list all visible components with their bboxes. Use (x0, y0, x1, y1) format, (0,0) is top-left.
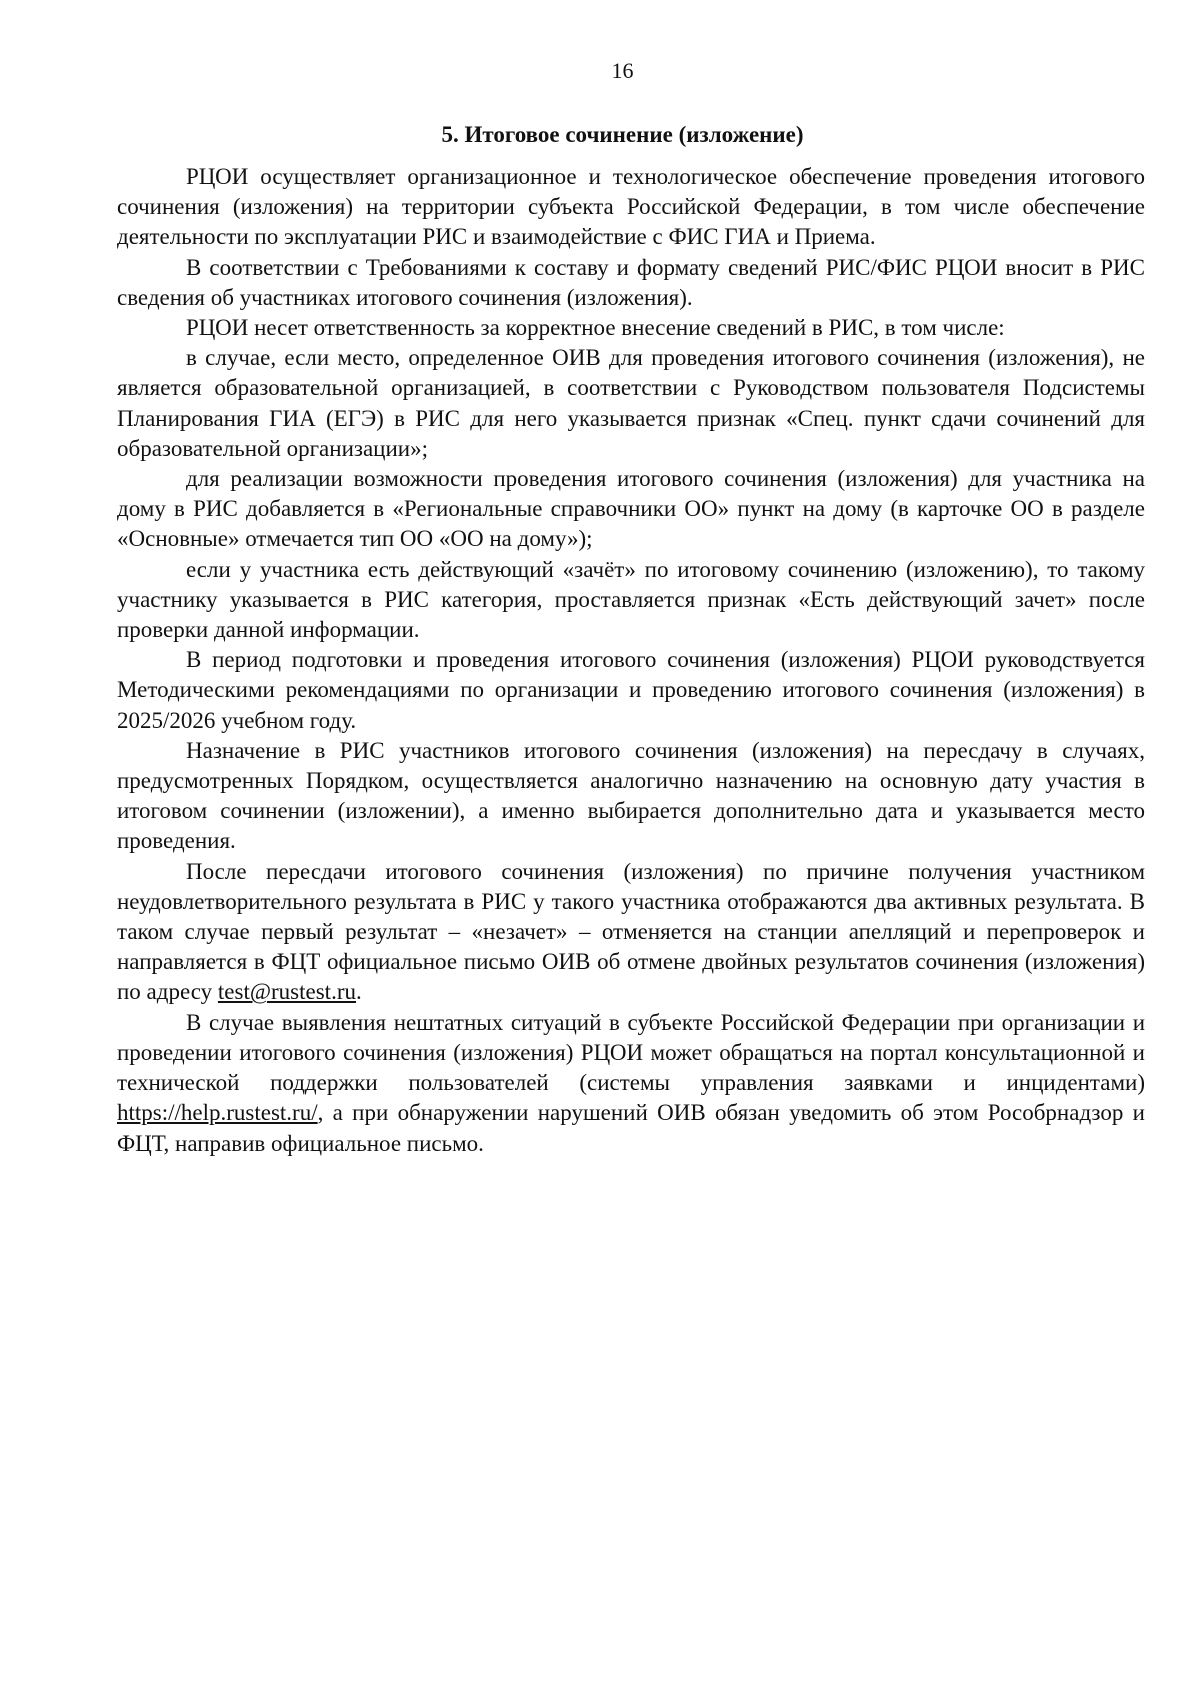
paragraph: Назначение в РИС участников итогового сочинения (изложения) на пересдачу в случаях, предусмотренных Порядком, осуществляется аналогично назначению на основную дату участия в итоговом сочинении (изложении), а именно выбирается дополнительно дата и указывается место проведения. (117, 737, 1145, 854)
paragraph: В соответствии с Требованиями к составу и формату сведений РИС/ФИС РЦОИ вносит в РИС сведения об участниках итогового сочинения (изложения). (117, 254, 1145, 310)
paragraph: в случае, если место, определенное ОИВ для проведения итогового сочинения (изложения), не является образовательной организацией, в соответствии с Руководством пользователя Подсистемы Планирования ГИА (ЕГЭ) в РИС для него указывается признак «Спец. пункт сдачи сочинений для образовательной организации»; (117, 345, 1145, 461)
support-portal-link[interactable]: https://help.rustest.ru/ (117, 1100, 318, 1126)
section-heading: 5. Итоговое сочинение (изложение) (441, 122, 804, 147)
paragraph: В случае выявления нештатных ситуаций в субъекте Российской Федерации при организации и проведении итогового сочинения (изложения) РЦОИ может обращаться на портал консультационной и технической поддержки пользователей (системы управления заявками и инцидентами) https://help.rustest.ru/, а при обнаружении нарушений ОИВ обязан уведомить об этом Рособрнадзор и ФЦТ, направив официальное письмо. (117, 1009, 1145, 1156)
paragraph: для реализации возможности проведения итогового сочинения (изложения) для участника на дому в РИС добавляется в «Региональные справочники ОО» пункт на дому (в карточке ОО в разделе «Основные» отмечается тип ОО «ОО на дому»); (117, 466, 1145, 552)
paragraph: если у участника есть действующий «зачёт» по итоговому сочинению (изложению), то такому участнику указывается в РИС категория, проставляется признак «Есть действующий зачет» после проверки данной информации. (117, 556, 1145, 643)
body-text (117, 162, 1145, 1159)
paragraph: РЦОИ осуществляет организационное и технологическое обеспечение проведения итогового сочинения (изложения) на территории субъекта Российской Федерации, в том числе обеспечение деятельности по эксплуатации РИС и взаимодействие с ФИС ГИА и Приема. (117, 164, 1145, 250)
paragraph: РЦОИ несет ответственность за корректное внесение сведений в РИС, в том числе: (186, 315, 1005, 341)
email-link[interactable]: test@rustest.ru (217, 979, 356, 1005)
paragraph: В период подготовки и проведения итогового сочинения (изложения) РЦОИ руководствуется Методическими рекомендациями по организации и проведению итогового сочинения (изложения) в 2025/2026 учебном году. (117, 647, 1145, 733)
page-number: 16 (611, 58, 634, 83)
paragraph: После пересдачи итогового сочинения (изложения) по причине получения участником неудовлетворительного результата в РИС у такого участника отображаются два активных результата. В таком случае первый результат – «незачет» – отменяется на станции апелляций и перепроверок и направляется в ФЦТ официальное письмо ОИВ об отмене двойных результатов сочинения (изложения) по адресу test@rustest.ru. (117, 858, 1145, 1005)
